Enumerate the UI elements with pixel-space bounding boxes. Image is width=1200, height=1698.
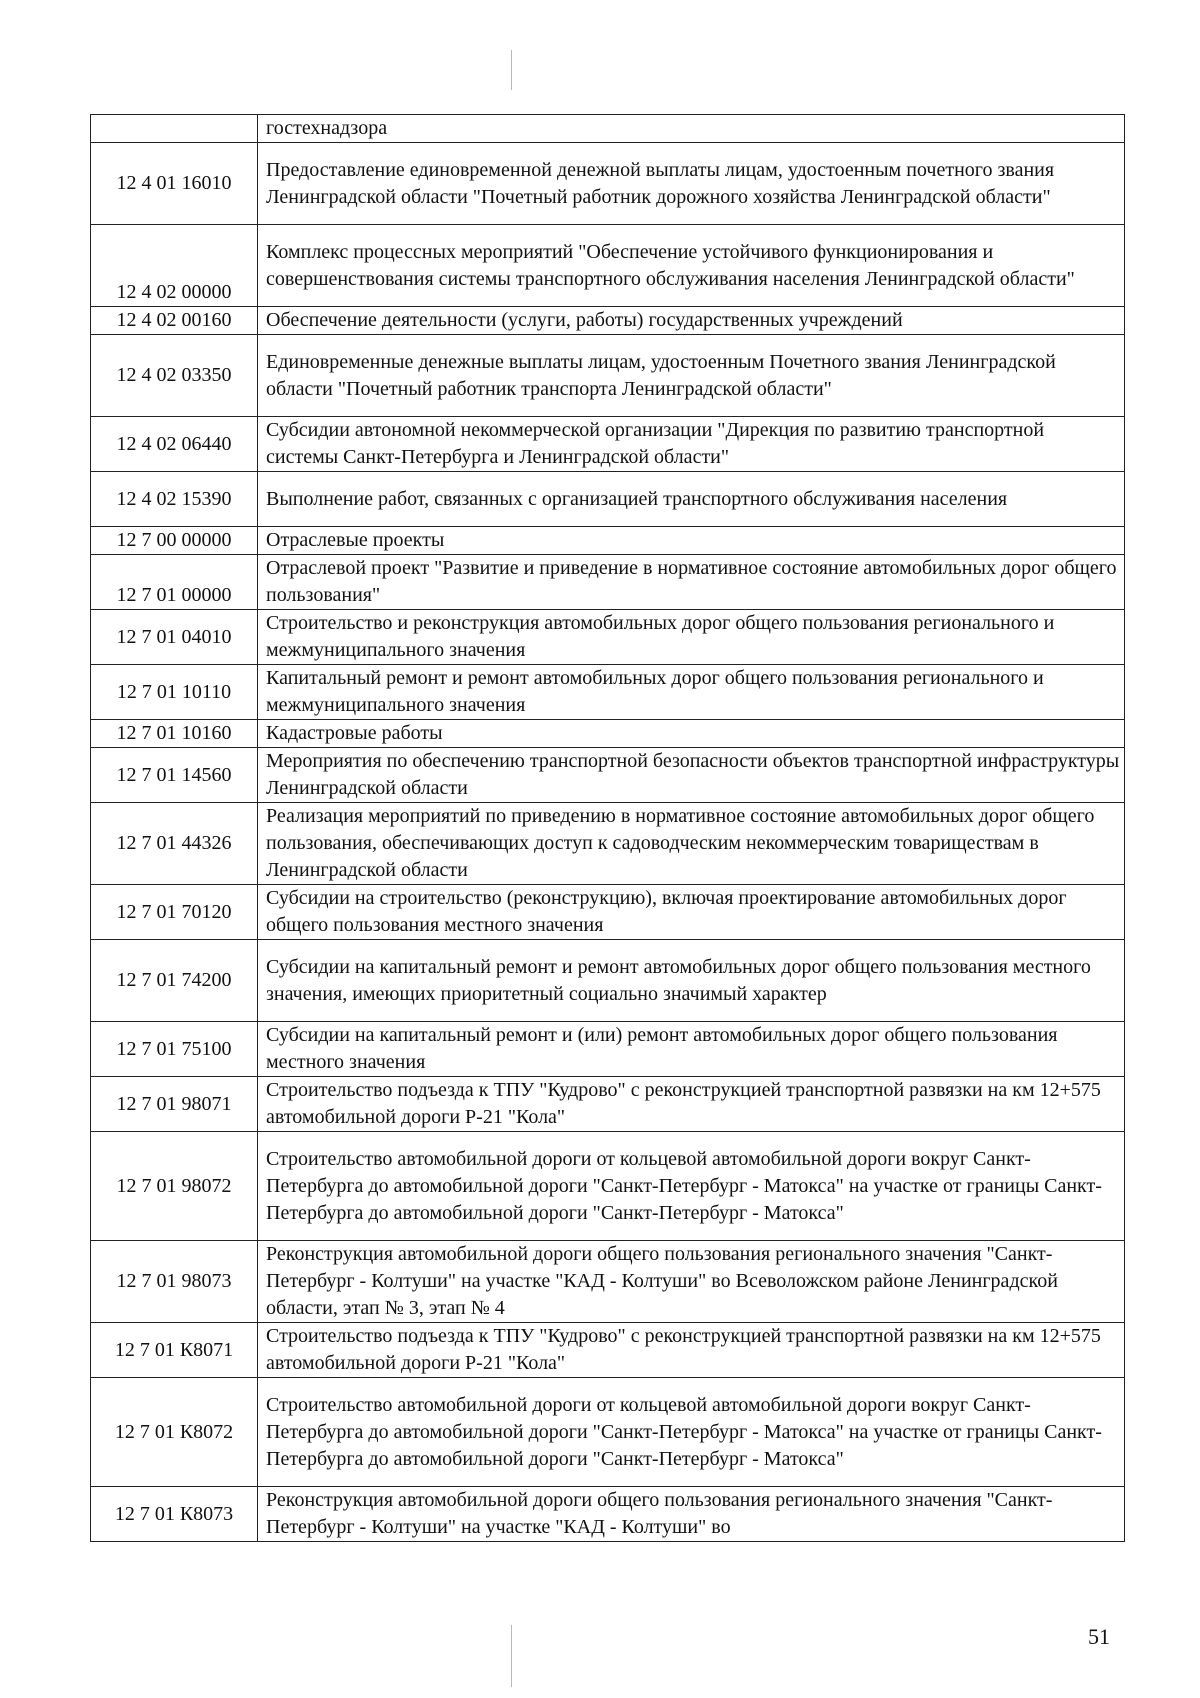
row-code: 12 7 01 70120	[91, 885, 258, 940]
row-name: Кадастровые работы	[258, 720, 1125, 748]
scan-fold-line-bottom	[511, 1625, 512, 1687]
row-code: 12 7 01 75100	[91, 1022, 258, 1077]
row-code: 12 7 01 00000	[91, 555, 258, 610]
row-code: 12 4 02 00160	[91, 307, 258, 335]
row-code: 12 7 01 74200	[91, 940, 258, 1022]
table-row	[91, 115, 1125, 143]
row-name: Выполнение работ, связанных с организацией транспортного обслуживания населения	[258, 472, 1125, 527]
row-name: Реализация мероприятий по приведению в нормативное состояние автомобильных дорог общего пользования, обеспечивающих доступ к садоводческим некоммерческим товариществам в Ленинградской области	[258, 803, 1125, 885]
row-code: 12 4 02 00000	[91, 225, 258, 307]
table-row	[91, 748, 1125, 803]
row-name: Строительство и реконструкция автомобильных дорог общего пользования регионального и межмуниципального значения	[258, 610, 1125, 665]
table-row	[91, 1487, 1125, 1542]
row-code: 12 7 00 00000	[91, 527, 258, 555]
row-code: 12 7 01 44326	[91, 803, 258, 885]
table-row	[91, 610, 1125, 665]
row-name: Субсидии автономной некоммерческой организации "Дирекция по развитию транспортной системы Санкт-Петербурга и Ленинградской области"	[258, 417, 1125, 472]
table-row	[91, 940, 1125, 1022]
row-code: 12 7 01 98072	[91, 1132, 258, 1241]
row-name: Капитальный ремонт и ремонт автомобильных дорог общего пользования регионального и межмуниципального значения	[258, 665, 1125, 720]
budget-classification-table	[90, 114, 1125, 1542]
table-row	[91, 307, 1125, 335]
table-row	[91, 665, 1125, 720]
row-code: 12 4 02 03350	[91, 335, 258, 417]
table-row	[91, 225, 1125, 307]
table-row	[91, 1022, 1125, 1077]
row-name: Субсидии на строительство (реконструкцию), включая проектирование автомобильных дорог общего пользования местного значения	[258, 885, 1125, 940]
table-row	[91, 417, 1125, 472]
row-name: Реконструкция автомобильной дороги общего пользования регионального значения "Санкт-Петербург - Колтуши" на участке "КАД - Колтуши" во	[258, 1487, 1125, 1542]
row-name: Мероприятия по обеспечению транспортной безопасности объектов транспортной инфраструктуры Ленинградской области	[258, 748, 1125, 803]
row-name: Предоставление единовременной денежной выплаты лицам, удостоенным почетного звания Ленинградской области "Почетный работник дорожного хозяйства Ленинградской области"	[258, 143, 1125, 225]
row-name: Отраслевые проекты	[258, 527, 1125, 555]
row-code	[91, 115, 258, 143]
table-row	[91, 1241, 1125, 1323]
row-code: 12 7 01 К8071	[91, 1323, 258, 1378]
row-code: 12 7 01 98073	[91, 1241, 258, 1323]
row-code: 12 7 01 14560	[91, 748, 258, 803]
table-row	[91, 555, 1125, 610]
row-name: гостехнадзора	[258, 115, 1125, 143]
row-name: Обеспечение деятельности (услуги, работы) государственных учреждений	[258, 307, 1125, 335]
row-name: Комплекс процессных мероприятий "Обеспечение устойчивого функционирования и совершенствования системы транспортного обслуживания населения Ленинградской области"	[258, 225, 1125, 307]
row-name: Строительство подъезда к ТПУ "Кудрово" с реконструкцией транспортной развязки на км 12+575 автомобильной дороги Р-21 "Кола"	[258, 1323, 1125, 1378]
table-row	[91, 472, 1125, 527]
table-row	[91, 1323, 1125, 1378]
table-row	[91, 885, 1125, 940]
row-code: 12 7 01 К8072	[91, 1378, 258, 1487]
table-row	[91, 1378, 1125, 1487]
row-code: 12 7 01 10110	[91, 665, 258, 720]
table-row	[91, 143, 1125, 225]
row-code: 12 4 02 06440	[91, 417, 258, 472]
row-name: Отраслевой проект "Развитие и приведение в нормативное состояние автомобильных дорог общего пользования"	[258, 555, 1125, 610]
row-name: Субсидии на капитальный ремонт и (или) ремонт автомобильных дорог общего пользования местного значения	[258, 1022, 1125, 1077]
table-row	[91, 527, 1125, 555]
row-code: 12 4 01 16010	[91, 143, 258, 225]
scan-fold-line-top	[511, 50, 512, 90]
row-name: Субсидии на капитальный ремонт и ремонт автомобильных дорог общего пользования местного значения, имеющих приоритетный социально значимый характер	[258, 940, 1125, 1022]
row-name: Строительство автомобильной дороги от кольцевой автомобильной дороги вокруг Санкт-Петербурга до автомобильной дороги "Санкт-Петербург - Матокса" на участке от границы Санкт-Петербурга до автомобильной дороги "Санкт-Петербург - Матокса"	[258, 1378, 1125, 1487]
table-row	[91, 803, 1125, 885]
row-code: 12 4 02 15390	[91, 472, 258, 527]
row-name: Строительство подъезда к ТПУ "Кудрово" с реконструкцией транспортной развязки на км 12+575 автомобильной дороги Р-21 "Кола"	[258, 1077, 1125, 1132]
row-name: Строительство автомобильной дороги от кольцевой автомобильной дороги вокруг Санкт-Петербурга до автомобильной дороги "Санкт-Петербург - Матокса" на участке от границы Санкт-Петербурга до автомобильной дороги "Санкт-Петербург - Матокса"	[258, 1132, 1125, 1241]
table-row	[91, 1077, 1125, 1132]
table-row	[91, 335, 1125, 417]
row-code: 12 7 01 К8073	[91, 1487, 258, 1542]
table-row	[91, 720, 1125, 748]
row-code: 12 7 01 04010	[91, 610, 258, 665]
row-code: 12 7 01 98071	[91, 1077, 258, 1132]
row-code: 12 7 01 10160	[91, 720, 258, 748]
row-name: Реконструкция автомобильной дороги общего пользования регионального значения "Санкт-Петербург - Колтуши" на участке "КАД - Колтуши" во Всеволожском районе Ленинградской области, этап № 3, этап № 4	[258, 1241, 1125, 1323]
page-number: 51	[1088, 1624, 1110, 1649]
row-name: Единовременные денежные выплаты лицам, удостоенным Почетного звания Ленинградской области "Почетный работник транспорта Ленинградской области"	[258, 335, 1125, 417]
table-row	[91, 1132, 1125, 1241]
